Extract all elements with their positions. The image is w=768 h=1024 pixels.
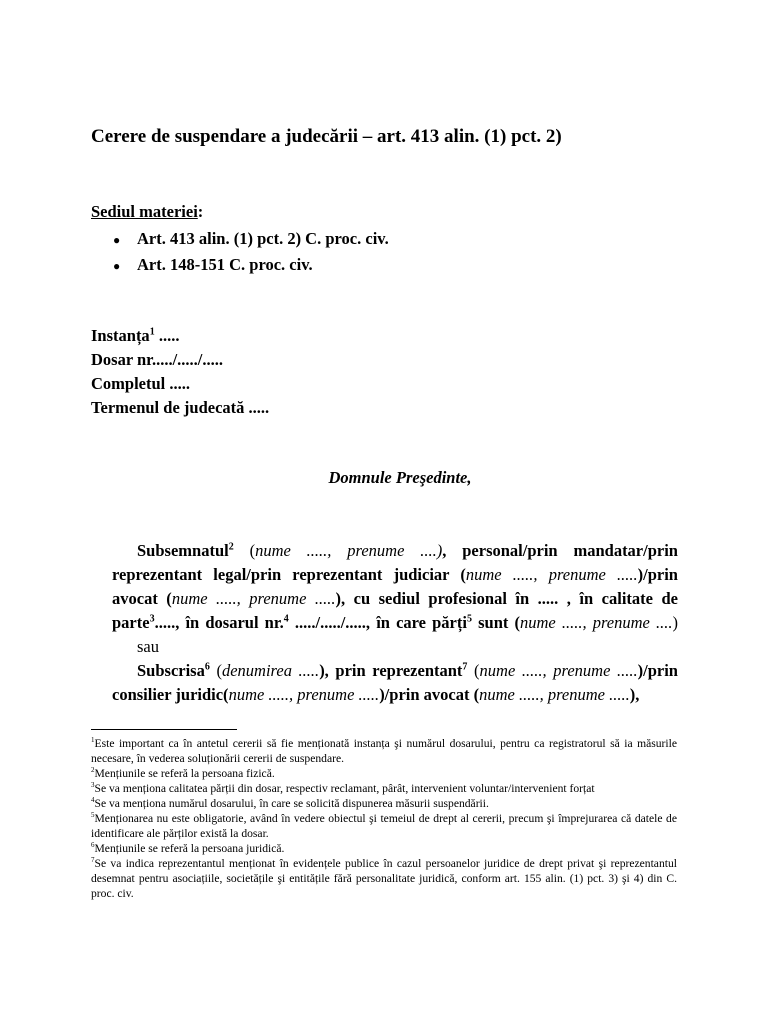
placeholder-run: nume ....., prenume ..... bbox=[479, 661, 638, 680]
text-run: )/prin avocat ( bbox=[379, 685, 480, 704]
text-run: sunt ( bbox=[471, 613, 520, 632]
dosar-line: Dosar nr...../...../..... bbox=[91, 350, 224, 369]
footnotes bbox=[91, 736, 677, 901]
footnote-number: 2 bbox=[91, 766, 95, 775]
paragraph-subscrisa bbox=[112, 659, 678, 707]
footnote-text: Menționarea nu este obligatorie, având în vedere obiectul şi temeiul de drept al cererii, precum şi împrejurarea că datele de identificare ale părților există la dosar. bbox=[91, 812, 677, 840]
footnote bbox=[91, 781, 677, 796]
text-run: ...../...../....., în care părți bbox=[288, 613, 467, 632]
bullet-icon: ● bbox=[113, 233, 121, 247]
list-item-text: Art. 148-151 C. proc. civ. bbox=[137, 255, 313, 274]
subscrisa-label: Subscrisa bbox=[137, 661, 205, 680]
footnote bbox=[91, 856, 677, 901]
footnote-number: 4 bbox=[91, 796, 95, 805]
placeholder-run: nume ....., prenume ..... bbox=[465, 565, 638, 584]
footnote-number: 7 bbox=[91, 856, 95, 865]
placeholder-run: denumirea ..... bbox=[221, 661, 320, 680]
footnote-ref: 5 bbox=[466, 613, 472, 625]
text-run: ( bbox=[209, 661, 222, 680]
sediu-materiei-heading bbox=[91, 202, 203, 222]
text-run: ), cu sediul profesional în ..... , în calitate de parte bbox=[112, 589, 678, 632]
text-run: ....., în dosarul nr. bbox=[154, 613, 284, 632]
subsemnatul-label: Subsemnatul bbox=[137, 541, 229, 560]
completul-line: Completul ..... bbox=[91, 374, 190, 393]
text-run: ), bbox=[629, 685, 640, 704]
footnote bbox=[91, 796, 677, 811]
footnote bbox=[91, 811, 677, 841]
salutation bbox=[0, 468, 768, 488]
sediu-materiei-colon: : bbox=[197, 202, 204, 221]
list-item-text: Art. 413 alin. (1) pct. 2) C. proc. civ. bbox=[137, 229, 389, 248]
list-item bbox=[113, 229, 389, 255]
bullet-icon: ● bbox=[113, 259, 121, 273]
footnote-ref: 3 bbox=[149, 613, 155, 625]
footnote-text: Este important ca în antetul cererii să fie menționată instanța şi numărul dosarului, pentru ca registratorul să ia măsurile necesare, în vederea soluționării cererii de suspendare. bbox=[91, 737, 677, 765]
text-run: )/prin consilier juridic( bbox=[112, 661, 678, 704]
text-run: ), prin reprezentant bbox=[319, 661, 463, 680]
footnote-ref: 6 bbox=[204, 661, 210, 673]
text-run: ( bbox=[467, 661, 480, 680]
footnote bbox=[91, 736, 677, 766]
footnote bbox=[91, 766, 677, 781]
termenul-line: Termenul de judecată ..... bbox=[91, 398, 270, 417]
footnote-number: 3 bbox=[91, 781, 95, 790]
placeholder-run: nume ....., prenume ..... bbox=[479, 685, 630, 704]
text-run: ) bbox=[672, 613, 678, 632]
footnote-text: Mențiunile se referă la persoana fizică. bbox=[94, 767, 275, 780]
text-run: )/prin avocat ( bbox=[112, 565, 678, 608]
instanta-value: ..... bbox=[154, 326, 180, 345]
salutation-text: Domnule Preşedinte, bbox=[328, 468, 472, 487]
legal-basis-list bbox=[113, 229, 389, 281]
footnote-number: 1 bbox=[91, 736, 95, 745]
court-details bbox=[91, 324, 269, 420]
sediu-materiei-label: Sediul materiei bbox=[91, 202, 198, 221]
document-title: Cerere de suspendare a judecării – art. 413 alin. (1) pct. 2) bbox=[91, 126, 562, 147]
footnote-ref: 1 bbox=[149, 326, 155, 338]
footnote-text: Se va menționa numărul dosarului, în care se solicită dispunerea măsurii suspendării. bbox=[94, 797, 489, 810]
sau-separator: sau bbox=[137, 637, 159, 656]
text-run: ( bbox=[233, 541, 256, 560]
placeholder-run: nume ....., prenume ..... bbox=[171, 589, 336, 608]
placeholder-run: nume ....., prenume ..... bbox=[228, 685, 380, 704]
footnote-ref: 2 bbox=[228, 541, 234, 553]
footnote-number: 5 bbox=[91, 811, 95, 820]
footnote-ref: 4 bbox=[283, 613, 289, 625]
footnote-text: Mențiunile se referă la persoana juridică. bbox=[94, 842, 285, 855]
list-item bbox=[113, 255, 389, 281]
placeholder-run: nume ....., prenume .... bbox=[520, 613, 673, 632]
footnote-ref: 7 bbox=[462, 661, 468, 673]
text-run: , personal/prin mandatar/prin reprezentant legal/prin reprezentant judiciar ( bbox=[112, 541, 678, 584]
footnote bbox=[91, 841, 677, 856]
footnote-number: 6 bbox=[91, 841, 95, 850]
placeholder-run: nume ....., prenume ....) bbox=[255, 541, 443, 560]
instanta-label: Instanța bbox=[91, 326, 150, 345]
footnote-separator bbox=[91, 729, 237, 730]
paragraph-subsemnatul bbox=[112, 539, 678, 635]
footnote-text: Se va menționa calitatea părții din dosar, respectiv reclamant, pârât, intervenient voluntar/intervenient forțat bbox=[94, 782, 595, 795]
request-body bbox=[112, 539, 678, 707]
footnote-text: Se va indica reprezentantul menționat în evidențele publice în cazul persoanelor juridice de drept privat şi reprezentantul desemnat pentru asociațiile, societățile şi entitățile fără personalitate juridică, conform art. 155 alin. (1) pct. 3) şi 4) din C. proc. civ. bbox=[91, 857, 677, 900]
instanta-line bbox=[91, 324, 269, 348]
